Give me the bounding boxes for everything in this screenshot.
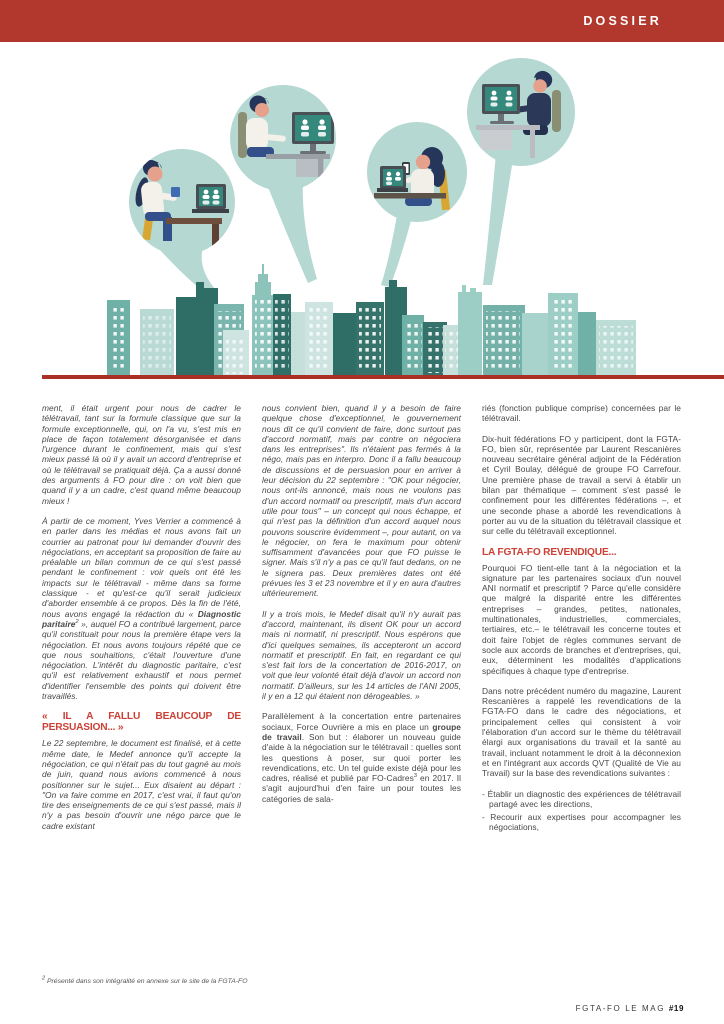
bubble-man-suit bbox=[467, 58, 575, 166]
article-body bbox=[42, 403, 682, 841]
column-3 bbox=[482, 403, 681, 841]
bubble-woman-laptop bbox=[129, 149, 235, 255]
column-1 bbox=[42, 403, 241, 841]
footnote-ref: 2 bbox=[75, 619, 79, 626]
text-run: en 2017. Il s'agit aujourd'hui d'en faire un pour toutes les catégories de sala- bbox=[262, 773, 462, 804]
paragraph: Le 22 septembre, le document est finalisé, et à cette même date, le Medef annonce qu'il accepte la négociation, ce qui n'était pas du tout gagné au mois de juin, quand nous avions commencé à nous positionner sur le sujet... Eux disaient au départ : "On va faire comme en 2017, c'est vrai, il faut qu'on tire des enseignements de ce qui s'est passé, mais il n'y a pas besoin d'ouvrir une négo parce que le cadre existant bbox=[42, 738, 241, 831]
text-run: À partir de ce moment, Yves Verrier a commencé à en parler dans les médias et nous avons fait un courrier au patronat pour lui demander d'ouvrir des négociations, en acceptant sa proposition de faire au préalable un bilan commun de ce qui s'est passé pendant le confinement : voir quels ont été les impacts sur le télétravail - même dans sa forme classique - et qu'est-ce qu'il serait judicieux d'aborder ensemble à ce propos. Dès la fin de l'été, nous avons engagé la rédaction du « bbox=[42, 515, 241, 619]
paragraph: Dans notre précédent numéro du magazine, Laurent Rescanières a rappelé les revendications de la FGTA-FO dans le cadre des négociations, et principalement celles qui consistent à voir l'élaboration d'un accord sur le thème du télétravail élargi aux organisations du travail et la santé au travail, incluant notamment le droit à la déconnexion et en l'intégrant aux accords QVT (Qualité de Vie au Travail) sur la base des revendications suivantes : bbox=[482, 685, 681, 779]
subheading-persuasion: « IL A FALLU BEAUCOUP DE PERSUASION... » bbox=[42, 711, 241, 734]
magazine-title: FGTA-FO LE MAG bbox=[575, 1004, 669, 1013]
paragraph: riés (fonction publique comprise) concernées par le télétravail. bbox=[482, 403, 681, 424]
footnote-text: Présenté dans son intégralité en annexe sur le site de la FGTA-FO bbox=[45, 978, 248, 985]
bold-run: groupe de travail bbox=[262, 721, 461, 742]
page-footer bbox=[576, 1004, 684, 1013]
footnote bbox=[42, 975, 248, 985]
bubble-woman-phone bbox=[367, 122, 467, 222]
footnote-number: 2 bbox=[42, 975, 46, 982]
red-rule bbox=[42, 375, 724, 379]
paragraph: ment, il était urgent pour nous de cadrer le télétravail, tant sur la formule classique que sur la formule exceptionnelle, qui, on l'a vu, s'est mis en place de façon totalement désorganisée et dans l'urgence durant le confinement, mais qui s'est mieux passé là où il y avait un accord d'entreprise et où le télétravail se pratiquait déjà. Ça a aussi donné des arguments à FO pour dire : on voit bien que quand il y a un cadre, c'est quand même beaucoup mieux ! bbox=[42, 403, 241, 506]
bold-run: Diagnostic paritaire bbox=[42, 608, 241, 629]
paragraph: nous convient bien, quand il y a besoin de faire quelque chose d'exceptionnel, le gouvernement nous dit ce qu'il convient de faire, donc surtout pas d'accord normatif, mais par contre on négociera dans les entreprises". Ils n'étaient pas fermés à la négo, mais pas en interpro. Donc il a fallu beaucoup de discussions et de persuasion pour en arriver à leur décision du 22 septembre : "OK pour négocier, nous ont-ils annoncé, mais nous ne voulons pas d'un accord normatif ou prescriptif, mais d'un accord utile pour tous" – un concept qui nous échappe, et qui n'est pas la définition d'un accord auquel nous pouvons souscrire évidemment –, pour autant, on va le négocier, on fera le maximum pour obtenir suffisamment d'avancées pour que FO puisse le signer. Mais s'il n'y a pas ce qu'il faut dedans, on ne le signera pas. Deux premières dates ont été prévues les 3 et 23 novembre et il y en aura d'autres ultérieurement. bbox=[262, 403, 461, 599]
top-band bbox=[0, 0, 724, 42]
paragraph: Dix-huit fédérations FO y participent, dont la FGTA-FO, bien sûr, représentée par Laurent Rescanières nouveau secrétaire général adjoint de la Fédération et Cyril Boulay, délégué de groupe FO Carrefour. Une première phase de travail a servi à établir un bilan par thématique – comment s'est passé le confinement pour les différentes fédérations –, et une seconde phase a abordé les revendications à porter au vu de la situation du télétravail classique et sur celle du télétravail exceptionnel. bbox=[482, 433, 681, 537]
text-run: . Son but : élaborer un nouveau guide d'aide à la négociation sur le télétravail : quelles sont les questions à poser, sur quoi porter les revendications, etc. Un tel guide existe déjà pour les cadres, réalisé et publié par FO-Cadres bbox=[262, 731, 461, 784]
subheading-revendique: LA FGTA-FO REVENDIQUE... bbox=[482, 546, 617, 558]
city-skyline bbox=[107, 264, 636, 378]
paragraph bbox=[42, 516, 241, 701]
remote-work-illustration bbox=[0, 42, 724, 388]
bubble-man-desktop bbox=[230, 85, 336, 191]
illustration-svg bbox=[0, 42, 724, 388]
paragraph: Il y a trois mois, le Medef disait qu'il n'y aurait pas d'accord, maintenant, ils disent OK pour un accord mais ni normatif, ni prescriptif. Nous espérons que d'ici quelques semaines, ils accepteront un accord normatif et prescriptif. En fait, en regardant ce qui s'est fait lors de la concertation de 2016-2017, on voit que leur volonté était déjà d'avoir un accord non normatif. D'ailleurs, sur les 14 articles de l'ANI 2005, il y en a 12 qui étaient non dérogeables. » bbox=[262, 608, 461, 702]
column-2 bbox=[262, 403, 461, 841]
section-label: DOSSIER bbox=[583, 14, 662, 28]
paragraph bbox=[262, 711, 461, 804]
issue-number: #19 bbox=[668, 1004, 684, 1013]
footnote-ref: 3 bbox=[413, 773, 418, 780]
text-run: », auquel FO a contribué largement, parce qu'il constituait pour nous la première étape vers la négociation. Et nous avons toujours répété que ce que nous souhaitions, c'était l'ouverture d'une négociation. L'intérêt du diagnostic paritaire, c'est qu'il est relativement exhaustif et nous permet d'identifier l'ensemble des points qui doivent être travaillés. bbox=[42, 618, 241, 702]
bullet-item: - Recourir aux expertises pour accompagner les négociations, bbox=[482, 812, 681, 833]
text-run: Parallèlement à la concertation entre partenaires sociaux, Force Ouvrière a mis en place un bbox=[262, 711, 461, 732]
paragraph: Pourquoi FO tient-elle tant à la négociation et la signature par les partenaires sociaux d'un nouvel ANI normatif et prescriptif ? Parce qu'elle considère que malgré la disparité entre les différentes entreprises – grandes, petites, nationales, multinationales, industrielles, commerciales, tertiaires, etc.– le télétravail les concerne toutes et doit faire l'objet de règles communes servant de socle aux accords de branches et d'entreprises, qui, eux, déterminent les modalités d'applications spécifiques à chaque type d'entreprise. bbox=[482, 562, 681, 676]
bullet-item: - Établir un diagnostic des expériences de télétravail partagé avec les directions, bbox=[482, 788, 681, 809]
